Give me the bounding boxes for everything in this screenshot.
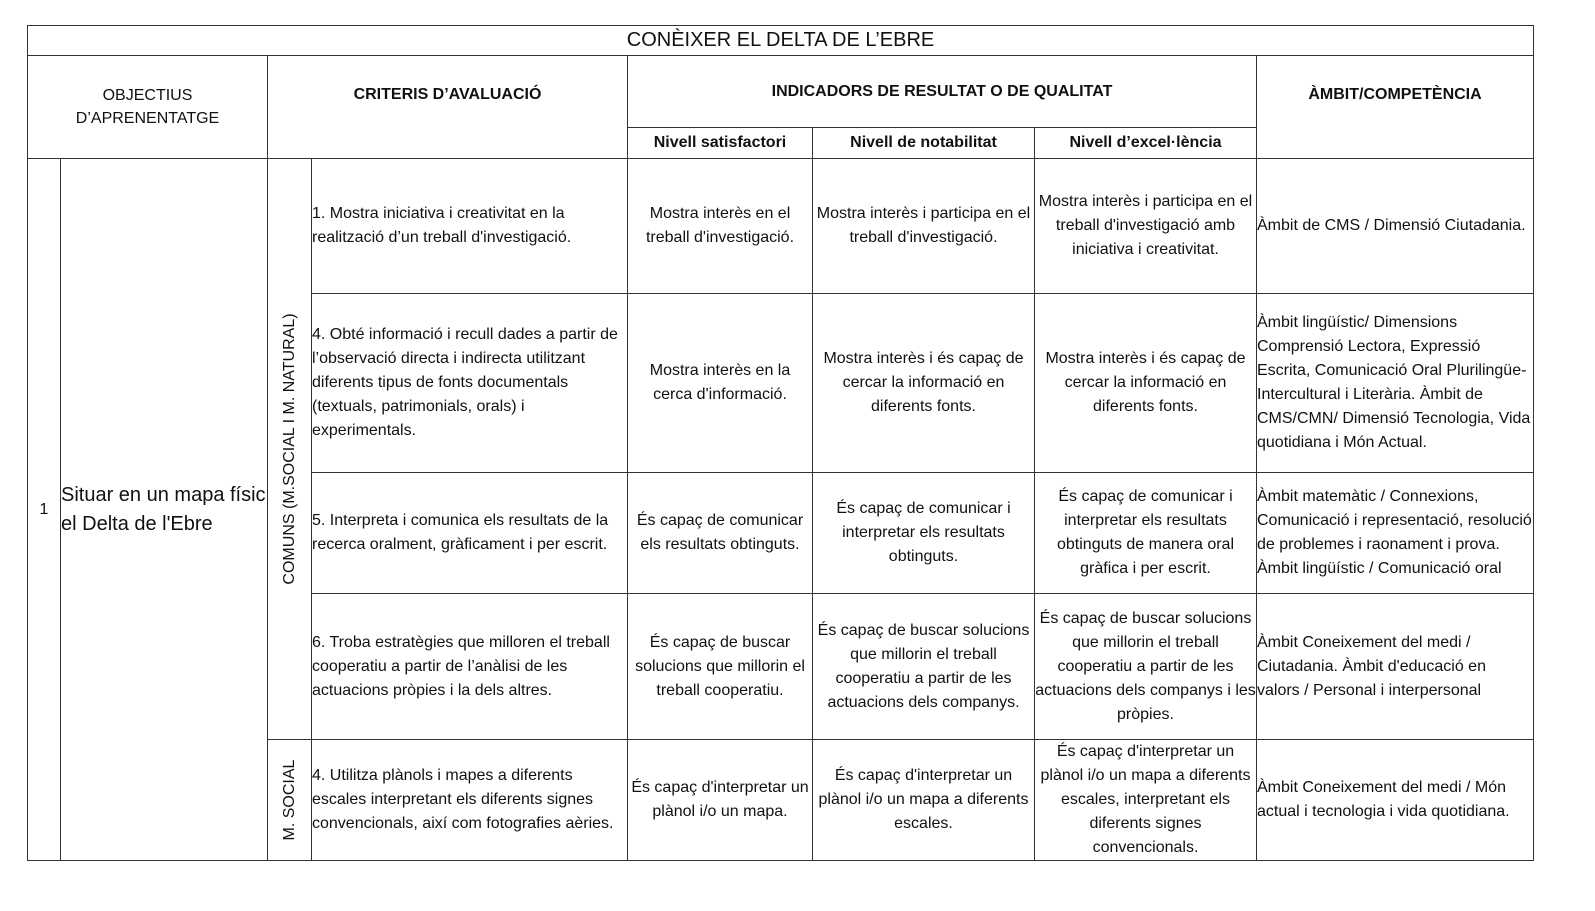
indicator-excellencia: És capaç d'interpretar un plànol i/o un mapa a diferents escales, interpretant els diferents signes convencionals. <box>1035 740 1257 861</box>
header-level-notabilitat: Nivell de notabilitat <box>813 128 1035 159</box>
objective-text: Situar en un mapa físic el Delta de l'Ebre <box>61 159 268 861</box>
criterion-cell: 5. Interpreta i comunica els resultats de la recerca oralment, gràficament i per escrit. <box>312 473 628 594</box>
criterion-cell: 1. Mostra iniciativa i creativitat en la realització d’un treball d'investigació. <box>312 159 628 294</box>
group-label-social-text: M. SOCIAL <box>280 759 298 841</box>
scope-cell: Àmbit matemàtic / Connexions, Comunicació i representació, resolució de problemes i raonament i prova. Àmbit lingüístic / Comunicació oral <box>1257 473 1534 594</box>
indicator-satisfactori: És capaç d'interpretar un plànol i/o un mapa. <box>628 740 813 861</box>
indicator-excellencia: Mostra interès i participa en el treball d'investigació amb iniciativa i creativitat. <box>1035 159 1257 294</box>
indicator-notabilitat: És capaç d'interpretar un plànol i/o un mapa a diferents escales. <box>813 740 1035 861</box>
scope-cell: Àmbit Coneixement del medi / Món actual i tecnologia i vida quotidiana. <box>1257 740 1534 861</box>
indicator-excellencia: Mostra interès i és capaç de cercar la informació en diferents fonts. <box>1035 294 1257 473</box>
header-indicators: INDICADORS DE RESULTAT O DE QUALITAT <box>628 56 1257 128</box>
criterion-cell: 4. Utilitza plànols i mapes a diferents escales interpretant els diferents signes convencionals, així com fotografies aèries. <box>312 740 628 861</box>
group-label-comuns <box>268 159 312 740</box>
indicator-notabilitat: És capaç de buscar solucions que millorin el treball cooperatiu a partir de les actuacions dels companys. <box>813 594 1035 740</box>
header-row <box>28 56 1534 128</box>
indicator-excellencia: És capaç de comunicar i interpretar els resultats obtinguts de manera oral gràfica i per escrit. <box>1035 473 1257 594</box>
indicator-excellencia: És capaç de buscar solucions que millorin el treball cooperatiu a partir de les actuacions dels companys i les pròpies. <box>1035 594 1257 740</box>
group-label-social <box>268 740 312 861</box>
group-label-comuns-text: COMUNS (M.SOCIAL I M. NATURAL) <box>280 313 298 585</box>
indicator-satisfactori: És capaç de buscar solucions que millorin el treball cooperatiu. <box>628 594 813 740</box>
indicator-satisfactori: Mostra interès en la cerca d'informació. <box>628 294 813 473</box>
header-criteria <box>268 56 628 159</box>
header-scope <box>1257 56 1534 159</box>
header-criteria-label: CRITERIS D’AVALUACIÓ <box>353 86 542 103</box>
evaluation-rubric-table <box>27 25 1534 861</box>
header-level-excellencia: Nivell d’excel·lència <box>1035 128 1257 159</box>
criterion-cell: 4. Obté informació i recull dades a partir de l’observació directa i indirecta utilitzant diferents tipus de fonts documentals (textuals, patrimonials, orals) i experimentals. <box>312 294 628 473</box>
scope-cell: Àmbit de CMS / Dimensió Ciutadania. <box>1257 159 1534 294</box>
indicator-satisfactori: És capaç de comunicar els resultats obtinguts. <box>628 473 813 594</box>
indicator-satisfactori: Mostra interès en el treball d'investigació. <box>628 159 813 294</box>
document-title: CONÈIXER EL DELTA DE L’EBRE <box>28 26 1534 56</box>
header-scope-label: ÀMBIT/COMPETÈNCIA <box>1308 86 1482 103</box>
criterion-cell: 6. Troba estratègies que milloren el treball cooperatiu a partir de l’anàlisi de les actuacions pròpies i la dels altres. <box>312 594 628 740</box>
scope-cell: Àmbit lingüístic/ Dimensions Comprensió Lectora, Expressió Escrita, Comunicació Oral Plurilingüe- Intercultural i Literària. Àmbit de CMS/CMN/ Dimensió Tecnologia, Vida quotidiana i Món Actual. <box>1257 294 1534 473</box>
indicator-notabilitat: Mostra interès i participa en el treball d'investigació. <box>813 159 1035 294</box>
header-objectives-label: OBJECTIUS D’APRENENTATGE <box>75 87 220 127</box>
header-objectives <box>28 56 268 159</box>
title-row <box>28 26 1534 56</box>
objective-number: 1 <box>28 159 61 861</box>
indicator-notabilitat: Mostra interès i és capaç de cercar la informació en diferents fonts. <box>813 294 1035 473</box>
table-row <box>28 159 1534 294</box>
header-level-satisfactori: Nivell satisfactori <box>628 128 813 159</box>
indicator-notabilitat: És capaç de comunicar i interpretar els resultats obtinguts. <box>813 473 1035 594</box>
scope-cell: Àmbit Coneixement del medi / Ciutadania. Àmbit d'educació en valors / Personal i interpersonal <box>1257 594 1534 740</box>
